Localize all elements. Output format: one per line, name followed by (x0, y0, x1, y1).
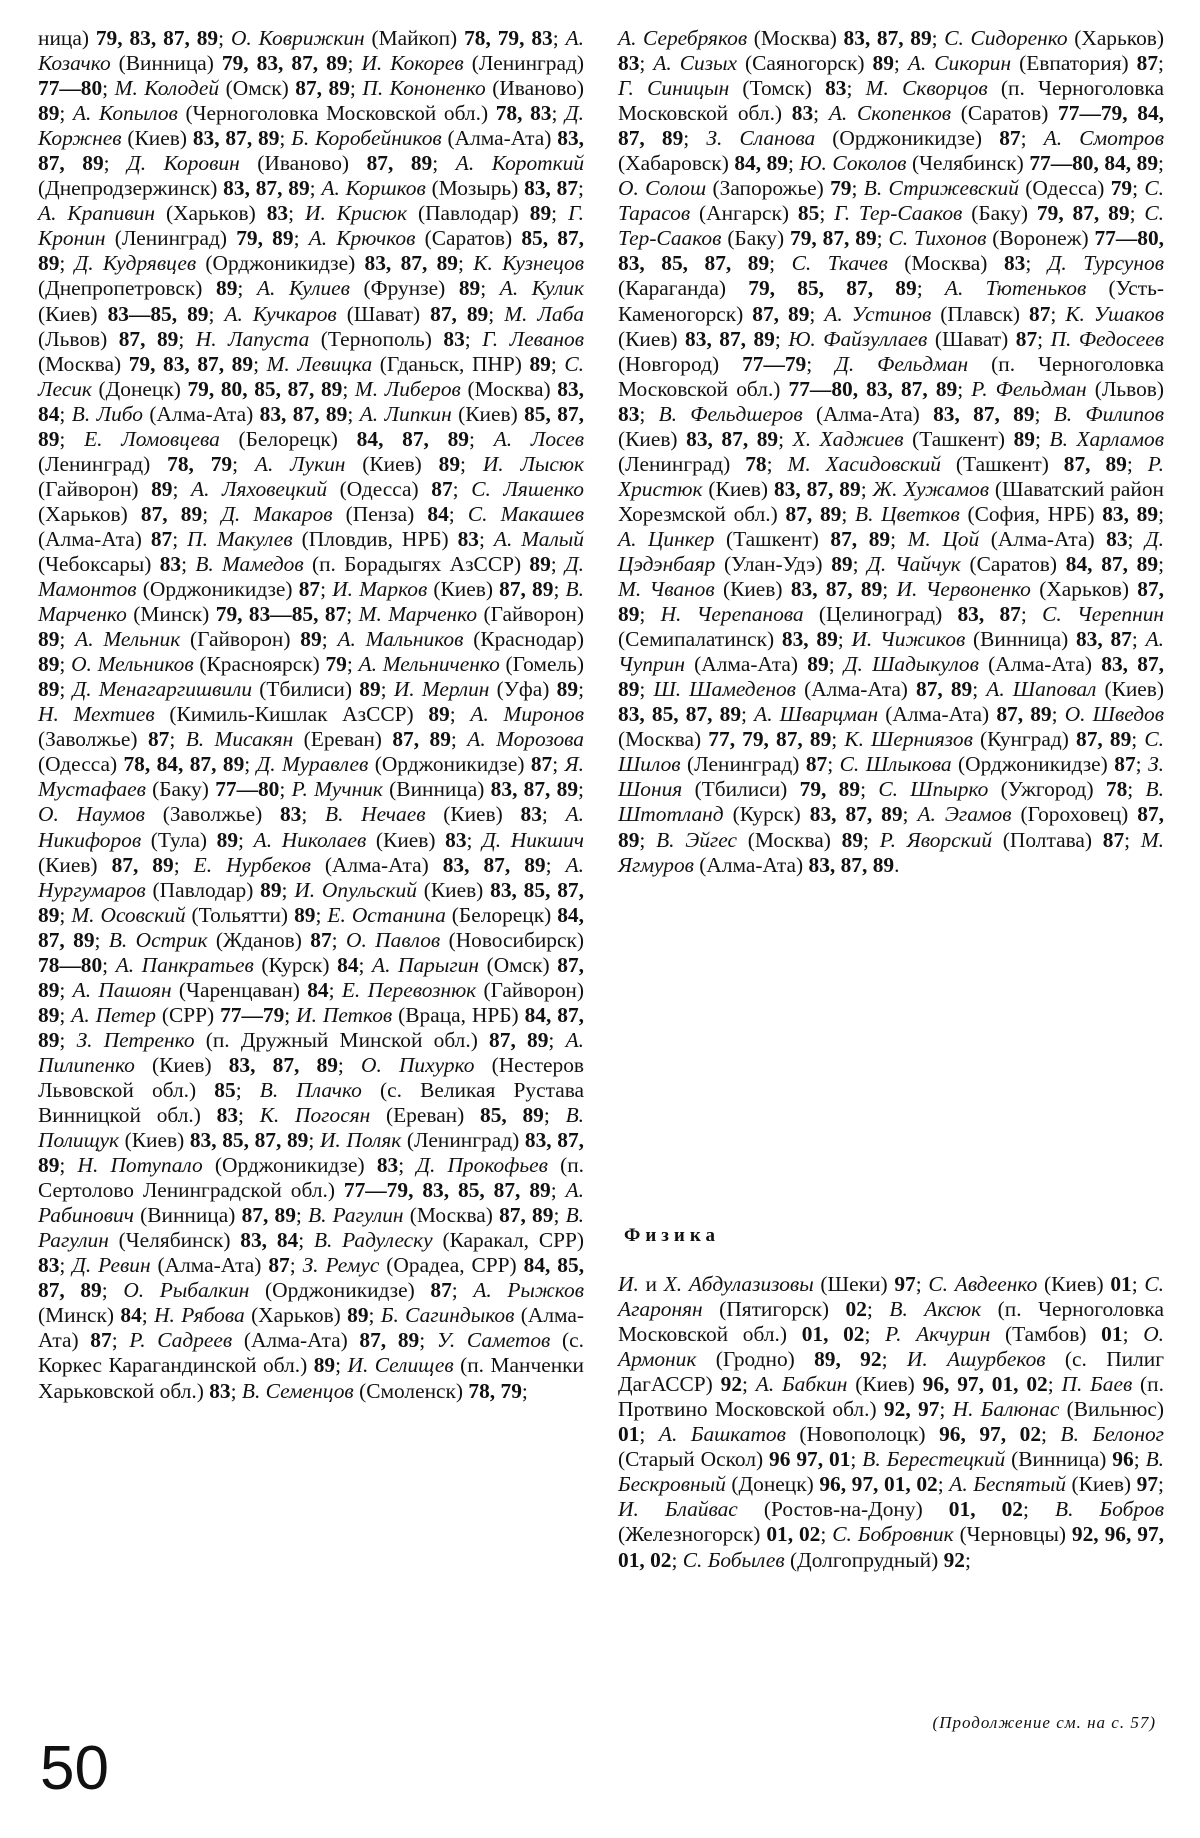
physics-entries: И. и Х. Абдулазизовы (Шеки) 97; С. Авдеенко (Киев) 01; С. Агаронян (Пятигорск) 02; В. Аксюк (п. Черноголовка Московской обл.) 01, 02; Р. Акчурин (Тамбов) 01; О. Армоник (Гродно) 89, 92; И. Ашурбеков (с. Пилиг ДагАССР) 92; А. Бабкин (Киев) 96, 97, 01, 02; П. Баев (п. Протвино Московской обл.) 92, 97; Н. Балюнас (Вильнюс) 01; А. Башкатов (Новополоцк) 96, 97, 02; В. Белоног (Старый Оскол) 96 97, 01; В. Берестецкий (Винница) 96; В. Бескровный (Донецк) 96, 97, 01, 02; А. Беспятый (Киев) 97; И. Блайвас (Ростов-на-Дону) 01, 02; В. Бобров (Железногорск) 01, 02; С. Бобровник (Черновцы) 92, 96, 97, 01, 02; С. Бобылев (Долгопрудный) 92; (618, 1272, 1165, 1572)
page-number: 50 (40, 1734, 109, 1803)
continuation-note: (Продолжение см. на с. 57) (932, 1713, 1156, 1732)
right-column-entries: А. Серебряков (Москва) 83, 87, 89; С. Сидоренко (Харьков) 83; А. Сизых (Саяногорск) 89; А. Сикорин (Евпатория) 87; Г. Синицын (Томск) 83; М. Скворцов (п. Черноголовка Московской обл.) 83; А. Скопенков (Саратов) 77—79, 84, 87, 89; З. Сланова (Орджоникидзе) 87; А. Смотров (Хабаровск) 84, 89; Ю. Соколов (Челябинск) 77—80, 84, 89; О. Солош (Запорожье) 79; В. Стрижевский (Одесса) 79; С. Тарасов (Ангарск) 85; Г. Тер-Сааков (Баку) 79, 87, 89; С. Тер-Сааков (Баку) 79, 87, 89; С. Тихонов (Воронеж) 77—80, 83, 85, 87, 89; С. Ткачев (Москва) 83; Д. Турсунов (Караганда) 79, 85, 87, 89; А. Тютеньков (Усть-Каменогорск) 87, 89; А. Устинов (Плавск) 87; К. Ушаков (Киев) 83, 87, 89; Ю. Файзуллаев (Шават) 87; П. Федосеев (Новгород) 77—79; Д. Фельдман (п. Черноголовка Московской обл.) 77—80, 83, 87, 89; Р. Фельдман (Львов) 83; В. Фельдшеров (Алма-Ата) 83, 87, 89; В. Филипов (Киев) 83, 87, 89; Х. Хаджиев (Ташкент) 89; В. Харламов (Ленинград) 78; М. Хасидовский (Ташкент) 87, 89; Р. Христюк (Киев) 83, 87, 89; Ж. Хужамов (Шаватский район Хорезмской обл.) 87, 89; В. Цветков (София, НРБ) 83, 89; А. Цинкер (Ташкент) 87, 89; М. Цой (Алма-Ата) 83; Д. Цэдэнбаяр (Улан-Удэ) 89; Д. Чайчук (Саратов) 84, 87, 89; М. Чванов (Киев) 83, 87, 89; И. Червоненко (Харьков) 87, 89; Н. Черепанова (Целиноград) 83, 87; С. Черепнин (Семипалатинск) 83, 89; И. Чижиков (Винница) 83, 87; А. Чуприн (Алма-Ата) 89; Д. Шадыкулов (Алма-Ата) 83, 87, 89; Ш. Шамеденов (Алма-Ата) 87, 89; А. Шаповал (Киев) 83, 85, 87, 89; А. Шварцман (Алма-Ата) 87, 89; О. Шведов (Москва) 77, 79, 87, 89; К. Шерниязов (Кунград) 87, 89; С. Шилов (Ленинград) 87; С. Шлыкова (Орджоникидзе) 87; З. Шония (Тбилиси) 79, 89; С. Шпырко (Ужгород) 78; В. Штотланд (Курск) 83, 87, 89; А. Эгамов (Гороховец) 87, 89; В. Эйгес (Москва) 89; Р. Яворский (Полтава) 87; М. Ягмуров (Алма-Ата) 83, 87, 89. (618, 26, 1165, 877)
right-column (618, 26, 1164, 878)
left-column-entries: ница) 79, 83, 87, 89; О. Коврижкин (Майкоп) 78, 79, 83; А. Козачко (Винница) 79, 83, 87, 89; И. Кокорев (Ленинград) 77—80; М. Колодей (Омск) 87, 89; П. Кононенко (Иваново) 89; А. Копылов (Черноголовка Московской обл.) 78, 83; Д. Коржнев (Киев) 83, 87, 89; Б. Коробейников (Алма-Ата) 83, 87, 89; Д. Коровин (Иваново) 87, 89; А. Короткий (Днепродзержинск) 83, 87, 89; А. Коршков (Мозырь) 83, 87; А. Крапивин (Харьков) 83; И. Крисюк (Павлодар) 89; Г. Кронин (Ленинград) 79, 89; А. Крючков (Саратов) 85, 87, 89; Д. Кудрявцев (Орджоникидзе) 83, 87, 89; К. Кузнецов (Днепропетровск) 89; А. Кулиев (Фрунзе) 89; А. Кулик (Киев) 83—85, 89; А. Кучкаров (Шават) 87, 89; М. Лаба (Львов) 87, 89; Н. Лапуста (Тернополь) 83; Г. Леванов (Москва) 79, 83, 87, 89; М. Левицка (Гданьск, ПНР) 89; С. Лесик (Донецк) 79, 80, 85, 87, 89; М. Либеров (Москва) 83, 84; В. Либо (Алма-Ата) 83, 87, 89; А. Липкин (Киев) 85, 87, 89; Е. Ломовцева (Белорецк) 84, 87, 89; А. Лосев (Ленинград) 78, 79; А. Лукин (Киев) 89; И. Лысюк (Гайворон) 89; А. Ляховецкий (Одесса) 87; С. Ляшенко (Харьков) 87, 89; Д. Макаров (Пенза) 84; С. Макашев (Алма-Ата) 87; П. Макулев (Пловдив, НРБ) 83; А. Малый (Чебоксары) 83; В. Мамедов (п. Борадыгях АзССР) 89; Д. Мамонтов (Орджоникидзе) 87; И. Марков (Киев) 87, 89; В. Марченко (Минск) 79, 83—85, 87; М. Марченко (Гайворон) 89; А. Мельник (Гайворон) 89; А. Мальников (Краснодар) 89; О. Мельников (Красноярск) 79; А. Мельниченко (Гомель) 89; Д. Менагаргишвили (Тбилиси) 89; И. Мерлин (Уфа) 89; Н. Мехтиев (Кимиль-Кишлак АзССР) 89; А. Миронов (Заволжье) 87; В. Мисакян (Ереван) 87, 89; А. Морозова (Одесса) 78, 84, 87, 89; Д. Муравлев (Орджоникидзе) 87; Я. Мустафаев (Баку) 77—80; Р. Мучник (Винница) 83, 87, 89; О. Наумов (Заволжье) 83; В. Нечаев (Киев) 83; А. Никифоров (Тула) 89; А. Николаев (Киев) 83; Д. Никшич (Киев) 87, 89; Е. Нурбеков (Алма-Ата) 83, 87, 89; А. Нургумаров (Павлодар) 89; И. Опульский (Киев) 83, 85, 87, 89; М. Осовский (Тольятти) 89; Е. Останина (Белорецк) 84, 87, 89; В. Острик (Жданов) 87; О. Павлов (Новосибирск) 78—80; А. Панкратьев (Курск) 84; А. Парыгин (Омск) 87, 89; А. Пашоян (Чаренцаван) 84; Е. Перевознюк (Гайворон) 89; А. Петер (СРР) 77—79; И. Петков (Враца, НРБ) 84, 87, 89; З. Петренко (п. Дружный Минской обл.) 87, 89; А. Пилипенко (Киев) 83, 87, 89; О. Пихурко (Нестеров Львовской обл.) 85; В. Плачко (с. Великая Рустава Винницкой обл.) 83; К. Погосян (Ереван) 85, 89; В. Полищук (Киев) 83, 85, 87, 89; И. Поляк (Ленинград) 83, 87, 89; Н. Потупало (Орджоникидзе) 83; Д. Прокофьев (п. Сертолово Ленинградской обл.) 77—79, 83, 85, 87, 89; А. Рабинович (Винница) 87, 89; В. Рагулин (Москва) 87, 89; В. Рагулин (Челябинск) 83, 84; В. Радулеску (Каракал, СРР) 83; Д. Ревин (Алма-Ата) 87; З. Ремус (Орадеа, СРР) 84, 85, 87, 89; О. Рыбалкин (Орджоникидзе) 87; А. Рыжков (Минск) 84; Н. Рябова (Харьков) 89; Б. Сагиндыков (Алма-Ата) 87; Р. Садреев (Алма-Ата) 87, 89; У. Саметов (с. Коркес Карагандинской обл.) 89; И. Селищев (п. Манченки Харьковской обл.) 83; В. Семенцов (Смоленск) 78, 79; (38, 26, 585, 1403)
physics-column (618, 1272, 1164, 1573)
left-column (38, 26, 584, 1404)
physics-section-heading: Физика (624, 1225, 721, 1246)
